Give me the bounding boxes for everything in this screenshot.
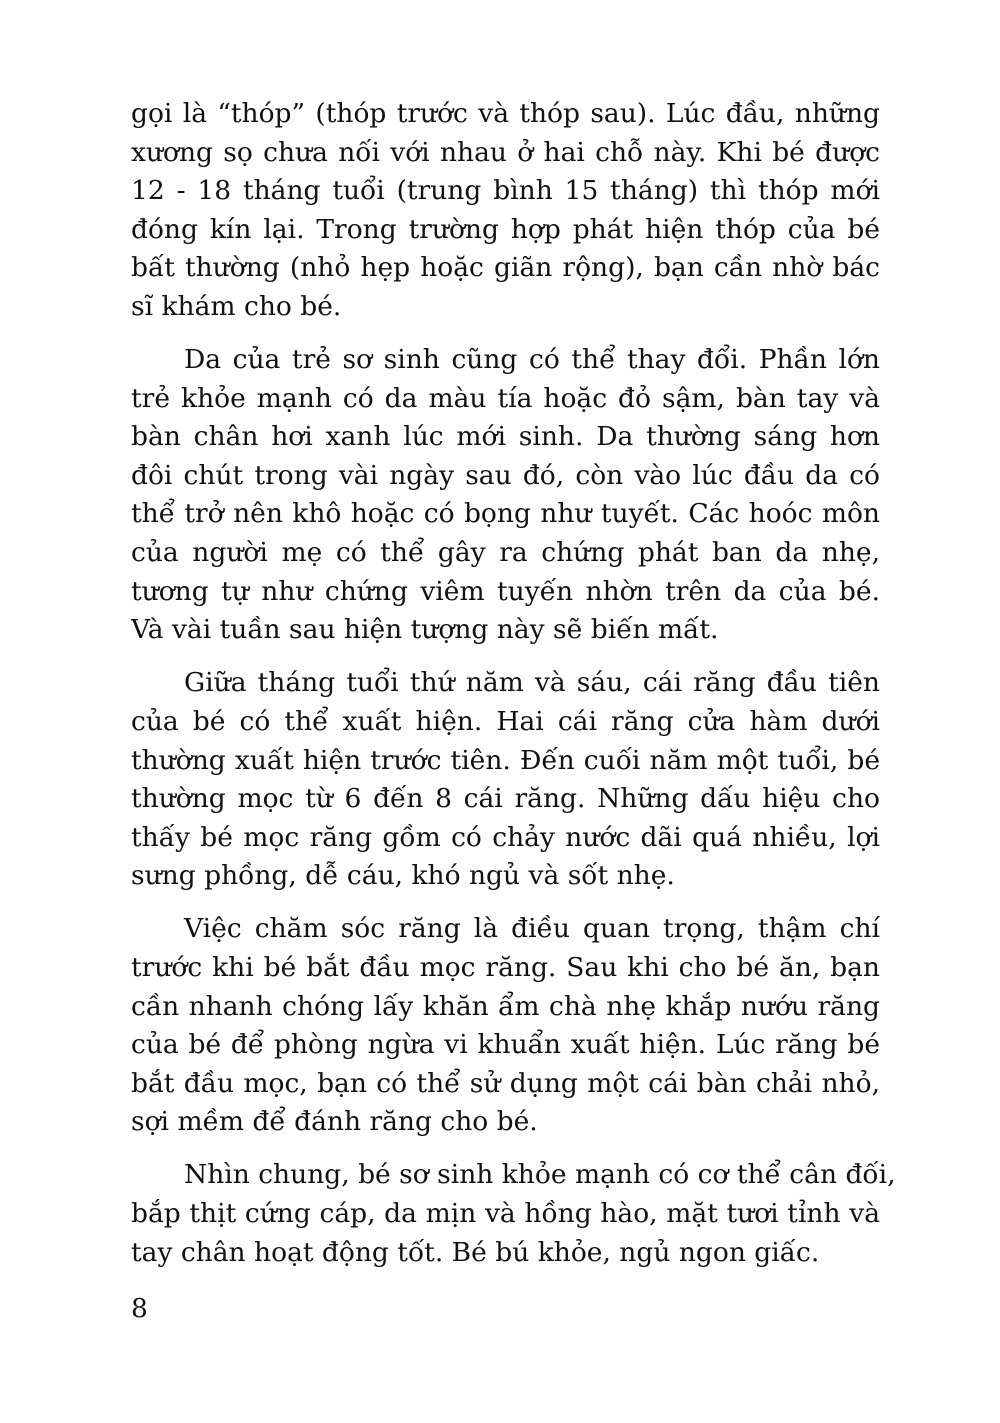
text-line: sưng phồng, dễ cáu, khó ngủ và sốt nhẹ. xyxy=(131,860,675,892)
text-line: xương sọ chưa nối với nhau ở hai chỗ này. Khi bé được xyxy=(131,136,880,168)
text-line: Việc chăm sóc răng là điều quan trọng, thậm chí xyxy=(184,913,880,945)
text-line: bất thường (nhỏ hẹp hoặc giãn rộng), bạn cần nhờ bác xyxy=(131,252,880,284)
text-line: sĩ khám cho bé. xyxy=(131,290,342,322)
text-line: bắp thịt cứng cáp, da mịn và hồng hào, mặt tươi tỉnh và xyxy=(131,1198,880,1230)
text-line: Nhìn chung, bé sơ sinh khỏe mạnh có cơ thể cân đối, xyxy=(184,1159,896,1191)
text-line: Giữa tháng tuổi thứ năm và sáu, cái răng đầu tiên xyxy=(184,667,880,699)
text-line: sợi mềm để đánh răng cho bé. xyxy=(131,1106,538,1138)
paragraph-dental-care xyxy=(131,910,880,1142)
text-line: bàn chân hơi xanh lúc mới sinh. Da thường sáng hơn xyxy=(131,421,880,453)
text-line: thể trở nên khô hoặc có bọng như tuyết. Các hoóc môn xyxy=(131,498,880,530)
page-number: 8 xyxy=(131,1293,148,1324)
text-line: trẻ khỏe mạnh có da màu tía hoặc đỏ sậm, bàn tay và xyxy=(131,382,880,414)
text-line: Và vài tuần sau hiện tượng này sẽ biến mất. xyxy=(131,614,719,646)
text-line: thấy bé mọc răng gồm có chảy nước dãi quá nhiều, lợi xyxy=(131,821,880,853)
text-line: đôi chút trong vài ngày sau đó, còn vào lúc đầu da có xyxy=(131,459,880,491)
paragraph-teething xyxy=(131,664,880,896)
text-line: thường xuất hiện trước tiên. Đến cuối năm một tuổi, bé xyxy=(131,744,880,776)
text-line: Da của trẻ sơ sinh cũng có thể thay đổi. Phần lớn xyxy=(184,344,880,376)
text-line: gọi là “thóp” (thóp trước và thóp sau). Lúc đầu, những xyxy=(131,98,880,129)
text-line: của người mẹ có thể gây ra chứng phát ban da nhẹ, xyxy=(131,537,880,569)
page-body xyxy=(131,95,896,1287)
text-line: của bé có thể xuất hiện. Hai cái răng cửa hàm dưới xyxy=(131,705,880,737)
paragraph-fontanelle xyxy=(131,95,880,327)
text-line: của bé để phòng ngừa vi khuẩn xuất hiện. Lúc răng bé xyxy=(131,1029,880,1061)
text-line: cần nhanh chóng lấy khăn ẩm chà nhẹ khắp nướu răng xyxy=(131,990,880,1022)
text-line: 12 - 18 tháng tuổi (trung bình 15 tháng) thì thóp mới xyxy=(131,175,880,207)
text-line: thường mọc từ 6 đến 8 cái răng. Những dấu hiệu cho xyxy=(131,783,880,815)
text-line: trước khi bé bắt đầu mọc răng. Sau khi cho bé ăn, bạn xyxy=(131,951,880,983)
paragraph-skin xyxy=(131,341,880,650)
text-line: tay chân hoạt động tốt. Bé bú khỏe, ngủ ngon giấc. xyxy=(131,1236,820,1268)
paragraph-summary xyxy=(131,1156,896,1272)
text-line: bắt đầu mọc, bạn có thể sử dụng một cái bàn chải nhỏ, xyxy=(131,1067,880,1099)
text-line: đóng kín lại. Trong trường hợp phát hiện thóp của bé xyxy=(131,213,880,245)
text-line: tương tự như chứng viêm tuyến nhờn trên da của bé. xyxy=(131,575,880,607)
